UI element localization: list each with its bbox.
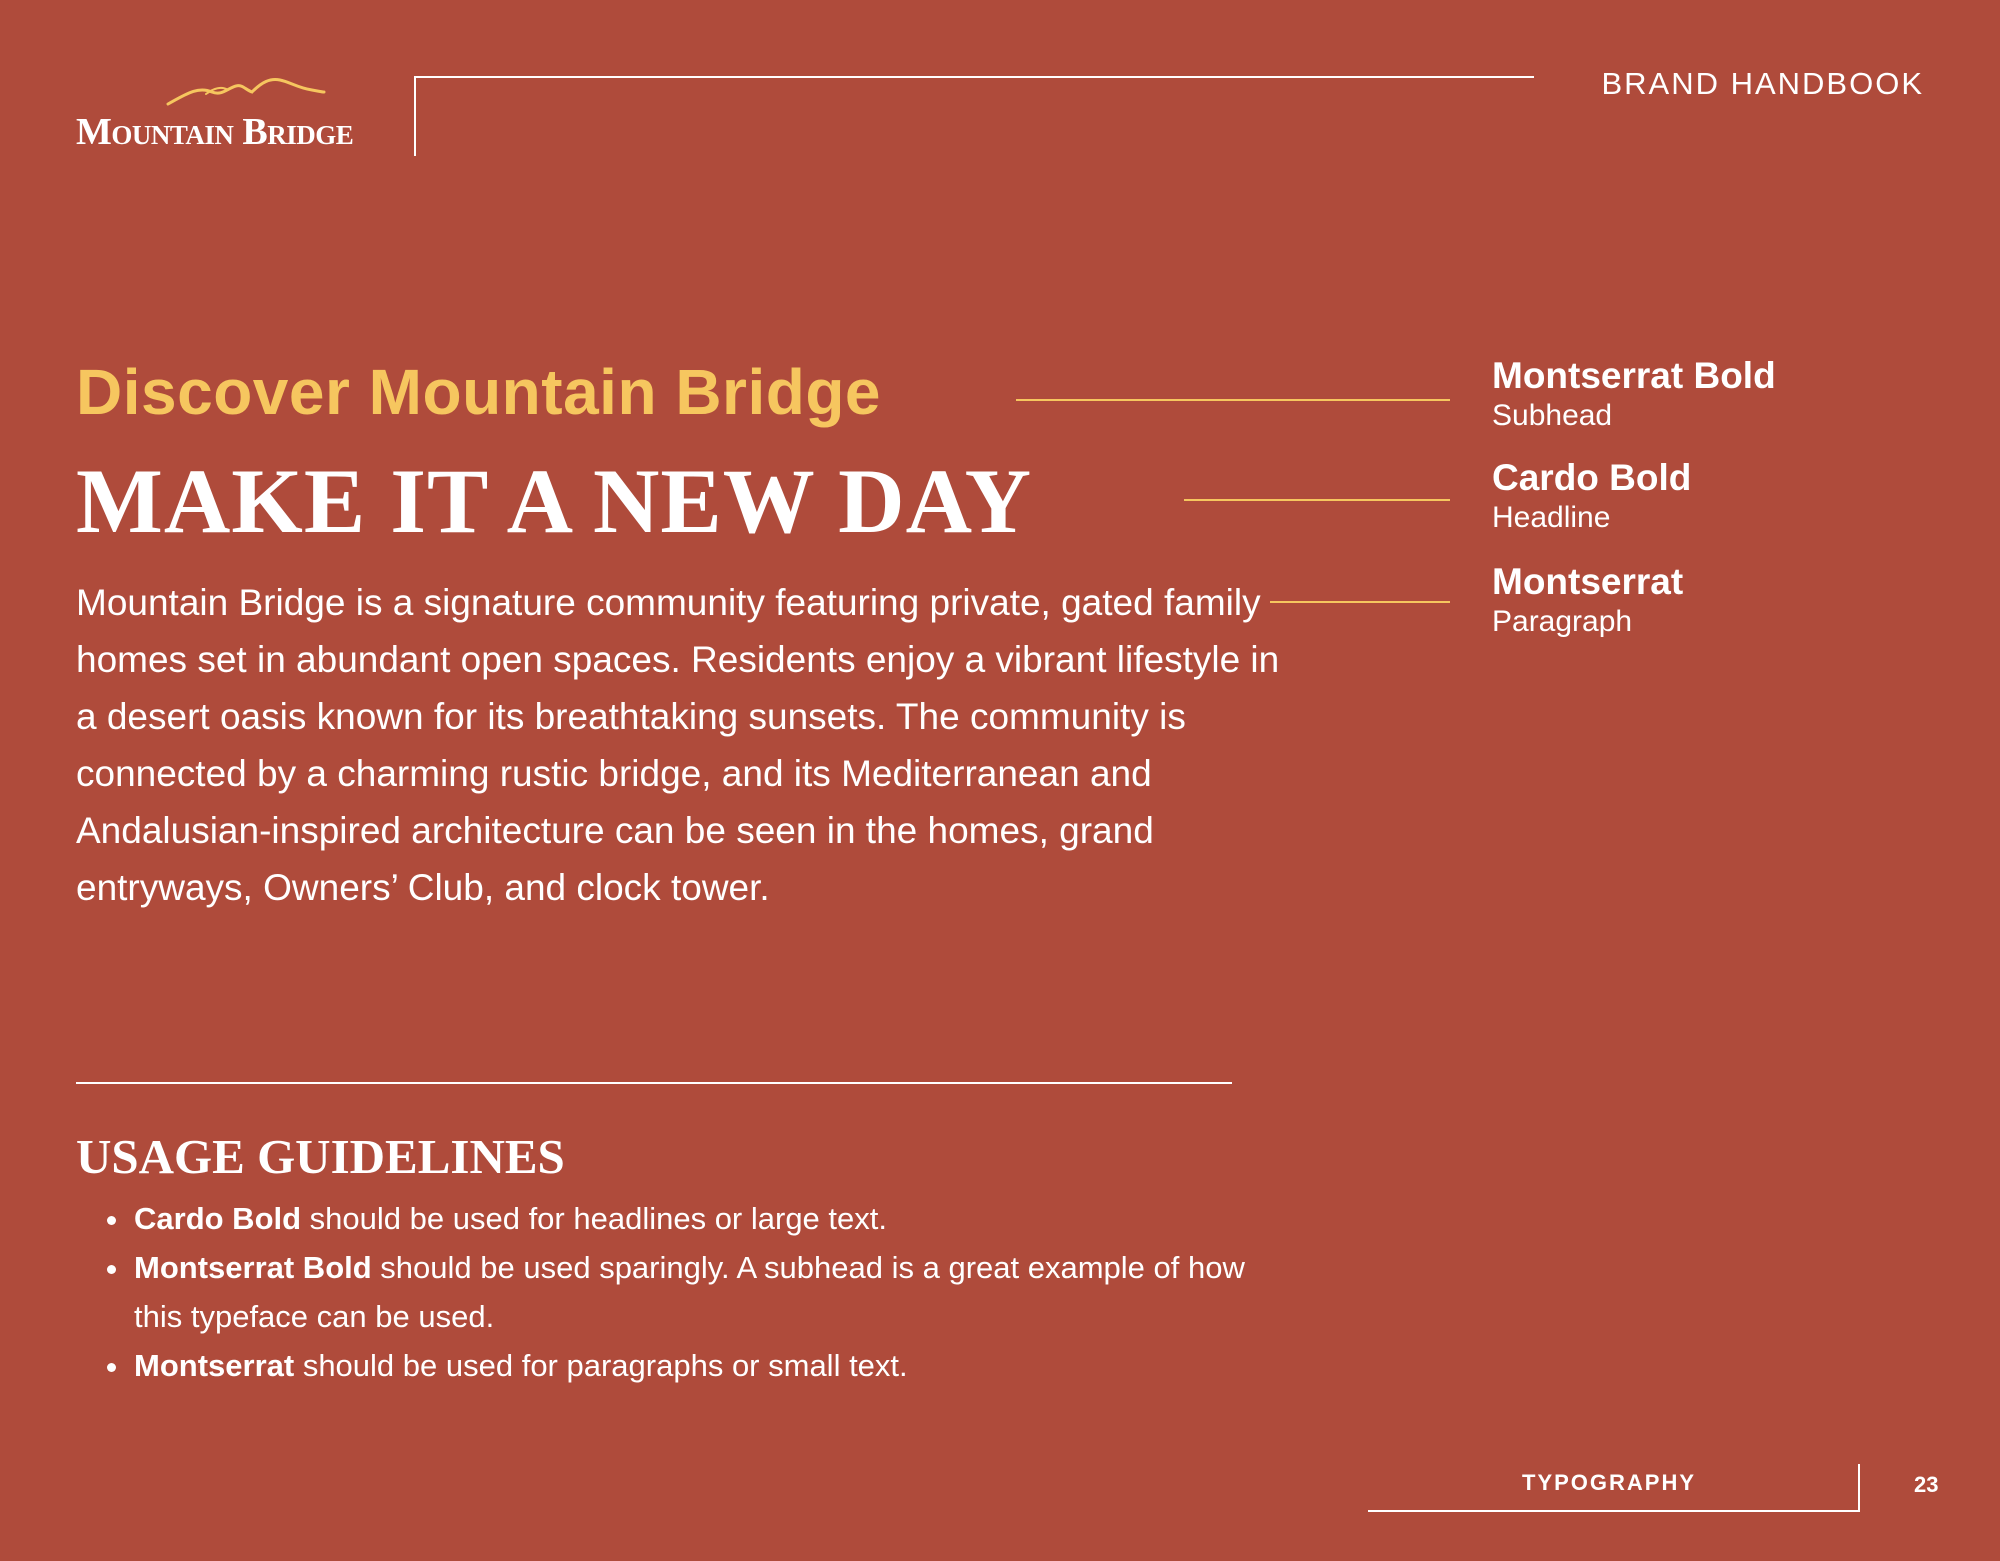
list-item-font: Montserrat Bold [134, 1250, 372, 1285]
font-label-title: Montserrat [1492, 561, 1684, 602]
usage-divider [76, 1082, 1232, 1084]
font-label-usage: Paragraph [1492, 605, 1633, 638]
logo-wordmark: Mountain Bridge [76, 111, 354, 153]
font-label-subhead [1492, 355, 1776, 433]
brand-handbook-title: BRAND HANDBOOK [1601, 66, 1924, 101]
header-divider-horizontal [414, 76, 1534, 78]
sample-headline: MAKE IT A NEW DAY [76, 450, 1033, 552]
page-number: 23 [1914, 1472, 1939, 1497]
footer-divider-vertical [1858, 1464, 1860, 1512]
headline-connector-line [1184, 499, 1450, 501]
brand-logo [76, 74, 396, 164]
subhead-connector-line [1016, 399, 1450, 401]
font-label-title: Montserrat Bold [1492, 355, 1776, 396]
usage-guidelines-title: USAGE GUIDELINES [76, 1129, 565, 1184]
list-item-text: should be used for paragraphs or small text. [294, 1348, 908, 1383]
list-item [132, 1194, 1282, 1243]
font-label-usage: Subhead [1492, 399, 1613, 432]
usage-guidelines-list [76, 1194, 1282, 1390]
footer-section-title: TYPOGRAPHY [1522, 1470, 1697, 1495]
footer-underline [1368, 1510, 1860, 1512]
font-label-usage: Headline [1492, 501, 1611, 534]
list-item [132, 1243, 1282, 1341]
header-divider-vertical [414, 76, 416, 156]
paragraph-connector-line [1270, 601, 1450, 603]
list-item-font: Montserrat [134, 1348, 295, 1383]
font-label-paragraph [1492, 561, 1683, 639]
font-label-title: Cardo Bold [1492, 457, 1692, 498]
list-item [132, 1341, 1282, 1390]
list-item-font: Cardo Bold [134, 1201, 302, 1236]
sample-subhead: Discover Mountain Bridge [76, 356, 881, 428]
sample-paragraph: Mountain Bridge is a signature community featuring private, gated family homes set in abundant open spaces. Residents enjoy a vibrant lifestyle in a desert oasis known for its breathtaking sunsets. The community is connected by a charming rustic bridge, and its Mediterranean and Andalusian-inspired architecture can be seen in the homes, grand entryways, Owners’ Club, and clock tower. [76, 582, 1280, 908]
mountain-logo-icon [166, 74, 326, 110]
list-item-text: should be used sparingly. A subhead is a great example of how this typeface can be used. [134, 1250, 1245, 1334]
font-label-headline [1492, 457, 1691, 535]
list-item-text: should be used for headlines or large text. [301, 1201, 887, 1236]
